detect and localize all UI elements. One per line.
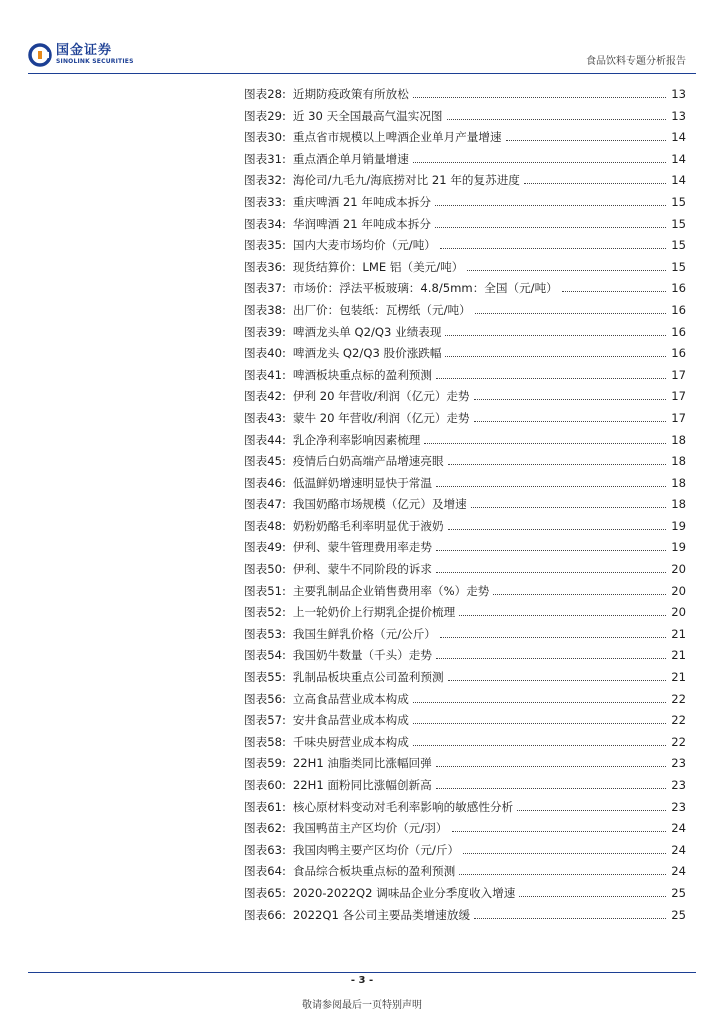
toc-figure-title: 奶粉奶酪毛利率明显优于液奶 [292, 518, 444, 533]
toc-dot-leader [436, 550, 666, 551]
toc-entry[interactable] [244, 885, 686, 907]
toc-page-number: 15 [671, 259, 686, 274]
logo-text [56, 44, 134, 66]
toc-page-number: 20 [671, 605, 686, 620]
toc-page-number: 14 [671, 130, 686, 145]
toc-figure-title: 蒙牛 20 年营收/利润（亿元）走势 [292, 410, 470, 425]
toc-figure-label: 图表54: [244, 648, 286, 663]
toc-page-number: 19 [671, 518, 686, 533]
toc-figure-label: 图表55: [244, 670, 286, 685]
toc-figure-label: 图表49: [244, 540, 286, 555]
toc-page-number: 25 [671, 885, 686, 900]
toc-dot-leader [448, 464, 666, 465]
toc-entry[interactable] [244, 691, 686, 713]
logo-chinese-name: 国金证券 [56, 43, 113, 58]
toc-figure-title: 华润啤酒 21 年吨成本拆分 [292, 216, 431, 231]
toc-page-number: 24 [671, 864, 686, 879]
toc-figure-label: 图表60: [244, 778, 286, 792]
toc-figure-title: 22H1 面粉同比涨幅创新高 [292, 778, 432, 792]
toc-dot-leader [440, 637, 666, 638]
toc-page-number: 16 [671, 346, 686, 361]
toc-dot-leader [448, 529, 666, 530]
toc-figure-label: 图表47: [244, 497, 286, 512]
toc-page-number: 13 [671, 108, 686, 123]
toc-dot-leader [463, 853, 666, 854]
toc-page-number: 21 [671, 626, 686, 641]
toc-dot-leader [436, 572, 666, 573]
toc-figure-title: 食品综合板块重点标的盈利预测 [292, 864, 456, 879]
toc-figure-label: 图表65: [244, 885, 286, 900]
toc-figure-label: 图表39: [244, 324, 286, 339]
toc-dot-leader [474, 399, 666, 400]
toc-dot-leader [467, 270, 666, 271]
toc-dot-leader [413, 745, 666, 746]
toc-dot-leader [448, 680, 666, 681]
toc-entry[interactable] [244, 172, 686, 194]
toc-figure-title: 我国奶酪市场规模（亿元）及增速 [292, 497, 467, 512]
toc-entry[interactable] [244, 410, 686, 432]
toc-page-number: 19 [671, 540, 686, 555]
toc-entry[interactable] [244, 518, 686, 540]
toc-page-number: 24 [671, 821, 686, 836]
report-title: 食品饮料专题分析报告 [586, 56, 686, 67]
toc-dot-leader [447, 119, 666, 120]
toc-entry[interactable] [244, 539, 686, 561]
toc-entry[interactable] [244, 86, 686, 108]
toc-entry[interactable] [244, 151, 686, 173]
toc-figure-title: 2020-2022Q2 调味品企业分季度收入增速 [292, 885, 516, 900]
toc-page-number: 20 [671, 562, 686, 577]
toc-dot-leader [436, 378, 666, 379]
toc-figure-label: 图表42: [244, 389, 286, 404]
toc-figure-title: 低温鲜奶增速明显快于常温 [292, 475, 432, 490]
toc-entry[interactable] [244, 432, 686, 454]
toc-entry[interactable] [244, 280, 686, 302]
toc-entry[interactable] [244, 755, 686, 777]
toc-figure-label: 图表50: [244, 562, 286, 577]
toc-dot-leader [506, 140, 666, 141]
toc-figure-title: 伊利、蒙牛管理费用率走势 [292, 540, 432, 555]
toc-figure-label: 图表38: [244, 302, 286, 317]
disclaimer-text: 敬请参阅最后一页特别声明 [302, 1000, 422, 1011]
toc-figure-label: 图表29: [244, 108, 286, 123]
toc-dot-leader [459, 874, 666, 875]
toc-page-number: 18 [671, 432, 686, 447]
toc-figure-title: 我国肉鸭主要产区均价（元/斤） [292, 842, 460, 857]
toc-entry[interactable] [244, 453, 686, 475]
toc-figure-title: 近 30 天全国最高气温实况图 [292, 108, 443, 123]
toc-entry[interactable] [244, 647, 686, 669]
toc-figure-title: 啤酒板块重点标的盈利预测 [292, 367, 432, 382]
toc-entry[interactable] [244, 367, 686, 389]
page-header [0, 0, 724, 80]
toc-dot-leader [474, 421, 666, 422]
toc-dot-leader [517, 810, 666, 811]
toc-figure-title: 伊利、蒙牛不同阶段的诉求 [292, 562, 432, 577]
toc-figure-label: 图表63: [244, 842, 286, 857]
toc-dot-leader [435, 227, 666, 228]
toc-dot-leader [475, 313, 666, 314]
toc-figure-title: 重点省市规模以上啤酒企业单月产量增速 [292, 130, 502, 145]
toc-figure-title: 立高食品营业成本构成 [292, 691, 409, 706]
toc-entry[interactable] [244, 669, 686, 691]
toc-figure-label: 图表37: [244, 281, 286, 296]
toc-entry[interactable] [244, 777, 686, 799]
toc-figure-label: 图表45: [244, 454, 286, 469]
toc-dot-leader [493, 594, 666, 595]
toc-entry[interactable] [244, 496, 686, 518]
toc-entry[interactable] [244, 842, 686, 864]
toc-dot-leader [413, 162, 666, 163]
toc-entry[interactable] [244, 108, 686, 130]
toc-entry[interactable] [244, 799, 686, 821]
toc-figure-title: 我国生鲜乳价格（元/公斤） [292, 626, 436, 641]
footer-divider [28, 972, 696, 973]
toc-figure-label: 图表43: [244, 410, 286, 425]
toc-page-number: 15 [671, 194, 686, 209]
toc-dot-leader [436, 658, 666, 659]
toc-figure-title: 2022Q1 各公司主要品类增速放缓 [292, 907, 471, 922]
toc-figure-label: 图表30: [244, 130, 286, 145]
toc-entry[interactable] [244, 626, 686, 648]
toc-figure-title: 近期防疫政策有所放松 [292, 87, 409, 101]
toc-figure-title: 伊利 20 年营收/利润（亿元）走势 [292, 389, 470, 404]
toc-dot-leader [459, 615, 666, 616]
toc-page-number: 15 [671, 238, 686, 253]
toc-figure-label: 图表32: [244, 173, 286, 188]
toc-dot-leader [519, 896, 666, 897]
toc-dot-leader [445, 335, 666, 336]
toc-entry[interactable] [244, 216, 686, 238]
toc-entry[interactable] [244, 129, 686, 151]
toc-figure-label: 图表40: [244, 346, 286, 361]
toc-dot-leader [474, 918, 666, 919]
toc-dot-leader [413, 97, 666, 98]
toc-entry[interactable] [244, 734, 686, 756]
toc-entry[interactable] [244, 345, 686, 367]
toc-figure-title: 现货结算价：LME 铝（美元/吨） [292, 259, 464, 274]
company-logo [28, 40, 134, 70]
toc-page-number: 16 [671, 324, 686, 339]
toc-page-number: 17 [671, 367, 686, 382]
toc-figure-label: 图表61: [244, 799, 286, 814]
toc-dot-leader [413, 723, 666, 724]
toc-page-number: 21 [671, 648, 686, 663]
toc-entry[interactable] [244, 604, 686, 626]
toc-figure-label: 图表36: [244, 259, 286, 274]
toc-figure-label: 图表56: [244, 691, 286, 706]
toc-figure-title: 市场价：浮法平板玻璃：4.8/5mm：全国（元/吨） [292, 281, 558, 296]
toc-figure-label: 图表52: [244, 605, 286, 620]
toc-entry[interactable] [244, 194, 686, 216]
toc-dot-leader [471, 507, 666, 508]
toc-figure-title: 乳企净利率影响因素梳理 [292, 432, 421, 447]
toc-page-number: 22 [671, 713, 686, 728]
toc-figure-label: 图表34: [244, 216, 286, 231]
toc-page-number: 18 [671, 454, 686, 469]
toc-entry[interactable] [244, 388, 686, 410]
toc-figure-label: 图表51: [244, 583, 286, 598]
page-number: - 3 - [350, 975, 374, 986]
toc-dot-leader [440, 248, 666, 249]
toc-dot-leader [436, 788, 666, 789]
toc-dot-leader [436, 486, 666, 487]
toc-figure-title: 啤酒龙头 Q2/Q3 股价涨跌幅 [292, 346, 442, 361]
toc-figure-label: 图表44: [244, 432, 286, 447]
toc-figure-title: 重点酒企单月销量增速 [292, 151, 409, 166]
toc-page-number: 22 [671, 734, 686, 749]
toc-dot-leader [413, 702, 666, 703]
toc-figure-title: 疫情后白奶高端产品增速亮眼 [292, 454, 444, 469]
toc-entry[interactable] [244, 820, 686, 842]
toc-figure-title: 上一轮奶价上行期乳企提价梳理 [292, 605, 456, 620]
toc-entry[interactable] [244, 907, 686, 929]
toc-figure-title: 国内大麦市场均价（元/吨） [292, 238, 436, 253]
toc-figure-label: 图表57: [244, 713, 286, 728]
toc-page-number: 20 [671, 583, 686, 598]
toc-figure-label: 图表46: [244, 475, 286, 490]
toc-entry[interactable] [244, 475, 686, 497]
toc-figure-label: 图表35: [244, 238, 286, 253]
toc-figure-label: 图表53: [244, 626, 286, 641]
table-of-figures [244, 86, 686, 928]
toc-page-number: 23 [671, 778, 686, 792]
toc-page-number: 18 [671, 475, 686, 490]
toc-figure-label: 图表31: [244, 151, 286, 166]
toc-page-number: 22 [671, 691, 686, 706]
toc-page-number: 13 [671, 87, 686, 101]
header-divider [28, 73, 696, 74]
toc-figure-title: 我国鸭苗主产区均价（元/羽） [292, 821, 448, 836]
toc-figure-label: 图表66: [244, 907, 286, 922]
toc-figure-title: 啤酒龙头单 Q2/Q3 业绩表现 [292, 324, 442, 339]
toc-dot-leader [562, 291, 666, 292]
toc-entry[interactable] [244, 561, 686, 583]
toc-page-number: 18 [671, 497, 686, 512]
toc-page-number: 14 [671, 151, 686, 166]
toc-figure-title: 22H1 油脂类同比涨幅回弹 [292, 756, 432, 771]
toc-figure-title: 重庆啤酒 21 年吨成本拆分 [292, 194, 431, 209]
toc-figure-title: 乳制品板块重点公司盈利预测 [292, 670, 444, 685]
toc-figure-title: 核心原材料变动对毛利率影响的敏感性分析 [292, 799, 514, 814]
toc-dot-leader [436, 766, 666, 767]
toc-dot-leader [445, 356, 666, 357]
toc-entry[interactable] [244, 712, 686, 734]
toc-dot-leader [524, 183, 666, 184]
toc-figure-title: 我国奶牛数量（千头）走势 [292, 648, 432, 663]
toc-page-number: 24 [671, 842, 686, 857]
toc-figure-label: 图表58: [244, 734, 286, 749]
toc-figure-title: 千味央厨营业成本构成 [292, 734, 409, 749]
toc-figure-label: 图表33: [244, 194, 286, 209]
toc-page-number: 21 [671, 670, 686, 685]
toc-dot-leader [424, 443, 666, 444]
toc-entry[interactable] [244, 302, 686, 324]
toc-page-number: 16 [671, 281, 686, 296]
toc-entry[interactable] [244, 237, 686, 259]
toc-entry[interactable] [244, 324, 686, 346]
toc-dot-leader [452, 831, 667, 832]
toc-page-number: 15 [671, 216, 686, 231]
toc-page-number: 14 [671, 173, 686, 188]
sinolink-logo-icon [28, 43, 52, 67]
toc-entry[interactable] [244, 259, 686, 281]
toc-page-number: 23 [671, 799, 686, 814]
toc-figure-label: 图表59: [244, 756, 286, 771]
toc-figure-label: 图表62: [244, 821, 286, 836]
toc-entry[interactable] [244, 863, 686, 885]
toc-figure-label: 图表64: [244, 864, 286, 879]
logo-english-name: SINOLINK SECURITIES [56, 58, 134, 65]
toc-page-number: 23 [671, 756, 686, 771]
toc-figure-title: 出厂价：包装纸：瓦楞纸（元/吨） [292, 302, 471, 317]
toc-entry[interactable] [244, 583, 686, 605]
toc-page-number: 25 [671, 907, 686, 922]
toc-figure-label: 图表41: [244, 367, 286, 382]
toc-figure-title: 安井食品营业成本构成 [292, 713, 409, 728]
toc-dot-leader [435, 205, 666, 206]
toc-figure-label: 图表28: [244, 87, 286, 101]
toc-page-number: 17 [671, 410, 686, 425]
toc-page-number: 16 [671, 302, 686, 317]
toc-figure-title: 主要乳制品企业销售费用率（%）走势 [292, 583, 490, 598]
toc-page-number: 17 [671, 389, 686, 404]
toc-figure-title: 海伦司/九毛九/海底捞对比 21 年的复苏进度 [292, 173, 520, 188]
toc-figure-label: 图表48: [244, 518, 286, 533]
